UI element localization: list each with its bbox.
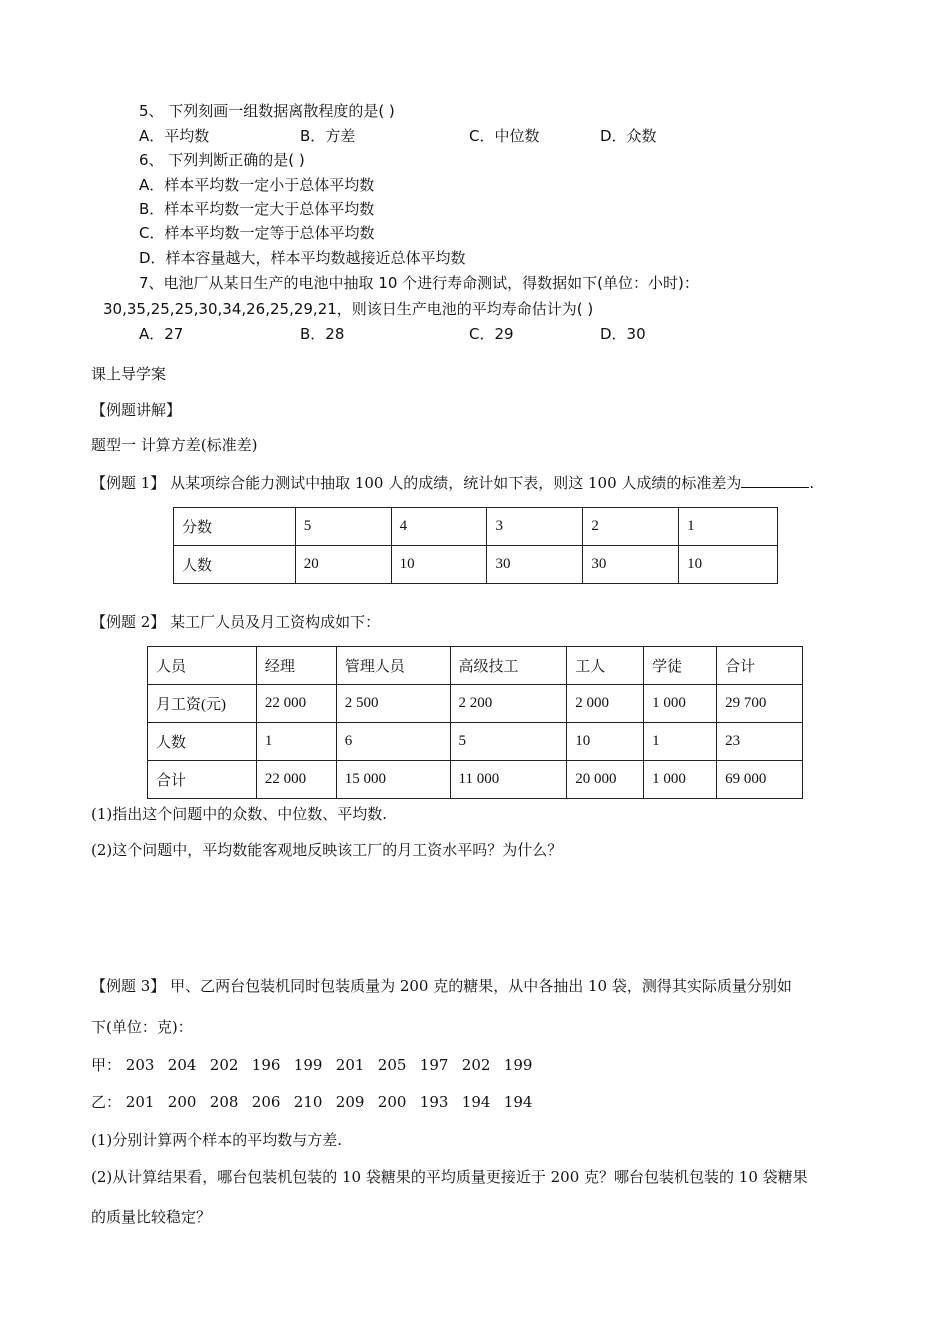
q5-stem: 5、 下列刻画一组数据离散程度的是( ) bbox=[139, 102, 395, 120]
jia-value: 205 bbox=[377, 1056, 407, 1074]
table-cell: 1 000 bbox=[644, 685, 717, 723]
example-3-question-2-line1: (2)从计算结果看，哪台包装机包装的 10 袋糖果的平均质量更接近于 200 克？哪台包装机包装的 10 袋糖果 bbox=[91, 1168, 808, 1186]
q7-option-d: D．30 bbox=[600, 325, 646, 343]
q6-stem: 6、 下列判断正确的是( ) bbox=[139, 151, 305, 169]
table-cell: 5 bbox=[295, 508, 391, 546]
table-cell: 2 000 bbox=[567, 685, 644, 723]
jia-value: 199 bbox=[293, 1056, 323, 1074]
example-1-text bbox=[91, 473, 814, 492]
table-row bbox=[174, 546, 778, 584]
q6-option-c: C．样本平均数一定等于总体平均数 bbox=[139, 224, 375, 242]
table-cell: 人数 bbox=[148, 723, 257, 761]
table-cell: 1 000 bbox=[644, 761, 717, 799]
yi-value: 210 bbox=[293, 1093, 323, 1111]
table-cell: 69 000 bbox=[717, 761, 803, 799]
jia-value: 197 bbox=[419, 1056, 449, 1074]
example-2-text bbox=[91, 613, 380, 631]
table-cell: 学徒 bbox=[644, 647, 717, 685]
example-2-question-2: (2)这个问题中，平均数能客观地反映该工厂的月工资水平吗？为什么？ bbox=[91, 841, 563, 859]
table-cell: 10 bbox=[679, 546, 778, 584]
table-cell: 工人 bbox=[567, 647, 644, 685]
jia-value: 201 bbox=[335, 1056, 365, 1074]
example-2-label: 【例题 2】 bbox=[91, 613, 166, 631]
table-row bbox=[148, 647, 803, 685]
jia-value: 204 bbox=[167, 1056, 197, 1074]
table-cell: 20 000 bbox=[567, 761, 644, 799]
q6-option-d: D．样本容量越大，样本平均数越接近总体平均数 bbox=[139, 249, 466, 267]
machine-jia-label: 甲： bbox=[91, 1056, 122, 1074]
q7-option-b: B．28 bbox=[300, 325, 345, 343]
table-cell: 11 000 bbox=[450, 761, 567, 799]
q7-stem-line2: 30,35,25,25,30,34,26,25,29,21，则该日生产电池的平均寿命估计为( ) bbox=[103, 300, 594, 318]
table-cell: 5 bbox=[450, 723, 567, 761]
machine-jia-row bbox=[91, 1056, 546, 1074]
jia-value: 199 bbox=[503, 1056, 533, 1074]
table-cell: 29 700 bbox=[717, 685, 803, 723]
example-3-question-2-line2: 的质量比较稳定？ bbox=[91, 1208, 212, 1226]
q5-option-d: D．众数 bbox=[600, 127, 657, 145]
q6-option-a: A．样本平均数一定小于总体平均数 bbox=[139, 176, 375, 194]
yi-value: 201 bbox=[125, 1093, 155, 1111]
q7-option-a: A．27 bbox=[139, 325, 184, 343]
table-cell: 30 bbox=[487, 546, 583, 584]
table-cell: 管理人员 bbox=[336, 647, 450, 685]
section-title: 课上导学案 bbox=[91, 365, 167, 383]
q5-option-a: A．平均数 bbox=[139, 127, 210, 145]
q6-option-b: B．样本平均数一定大于总体平均数 bbox=[139, 200, 375, 218]
q5-option-c: C．中位数 bbox=[469, 127, 540, 145]
example-1-tail: . bbox=[809, 474, 815, 492]
yi-value: 208 bbox=[209, 1093, 239, 1111]
yi-value: 206 bbox=[251, 1093, 281, 1111]
example-1-body: 从某项综合能力测试中抽取 100 人的成绩，统计如下表，则这 100 人成绩的标准差为 bbox=[165, 474, 742, 492]
answer-blank bbox=[741, 473, 809, 488]
table-cell: 20 bbox=[295, 546, 391, 584]
jia-value: 196 bbox=[251, 1056, 281, 1074]
example-3-text-line1 bbox=[91, 977, 792, 995]
table-cell: 10 bbox=[391, 546, 487, 584]
wage-table bbox=[147, 646, 803, 799]
examples-heading: 【例题讲解】 bbox=[91, 401, 182, 419]
jia-value: 203 bbox=[125, 1056, 155, 1074]
table-cell: 1 bbox=[679, 508, 778, 546]
machine-yi-label: 乙： bbox=[91, 1093, 122, 1111]
table-cell: 4 bbox=[391, 508, 487, 546]
table-cell: 合计 bbox=[717, 647, 803, 685]
table-cell: 高级技工 bbox=[450, 647, 567, 685]
table-cell: 人数 bbox=[174, 546, 296, 584]
table-cell: 2 200 bbox=[450, 685, 567, 723]
table-cell: 22 000 bbox=[256, 761, 336, 799]
table-cell: 1 bbox=[644, 723, 717, 761]
table-cell: 月工资(元) bbox=[148, 685, 257, 723]
jia-value: 202 bbox=[209, 1056, 239, 1074]
yi-value: 200 bbox=[377, 1093, 407, 1111]
table-cell: 23 bbox=[717, 723, 803, 761]
yi-value: 209 bbox=[335, 1093, 365, 1111]
table-cell: 人员 bbox=[148, 647, 257, 685]
table-row bbox=[148, 723, 803, 761]
table-cell: 3 bbox=[487, 508, 583, 546]
table-cell: 15 000 bbox=[336, 761, 450, 799]
yi-value: 194 bbox=[461, 1093, 491, 1111]
table-cell: 10 bbox=[567, 723, 644, 761]
type-heading: 题型一 计算方差(标准差) bbox=[91, 436, 258, 454]
jia-value: 202 bbox=[461, 1056, 491, 1074]
yi-value: 194 bbox=[503, 1093, 533, 1111]
example-3-text-line2: 下(单位：克)： bbox=[91, 1018, 193, 1036]
example-3-question-1: (1)分别计算两个样本的平均数与方差. bbox=[91, 1131, 343, 1149]
table-cell: 22 000 bbox=[256, 685, 336, 723]
table-cell: 分数 bbox=[174, 508, 296, 546]
q5-option-b: B．方差 bbox=[300, 127, 356, 145]
yi-value: 193 bbox=[419, 1093, 449, 1111]
example-3-body: 甲、乙两台包装机同时包装质量为 200 克的糖果，从中各抽出 10 袋，测得其实际质量分别如 bbox=[165, 977, 792, 995]
q7-stem-line1: 7、电池厂从某日生产的电池中抽取 10 个进行寿命测试，得数据如下(单位：小时)： bbox=[139, 274, 699, 292]
table-row bbox=[148, 685, 803, 723]
table-cell: 合计 bbox=[148, 761, 257, 799]
machine-yi-row bbox=[91, 1093, 546, 1111]
table-cell: 1 bbox=[256, 723, 336, 761]
yi-value: 200 bbox=[167, 1093, 197, 1111]
table-cell: 2 bbox=[583, 508, 679, 546]
example-2-question-1: (1)指出这个问题中的众数、中位数、平均数. bbox=[91, 805, 388, 823]
example-2-body: 某工厂人员及月工资构成如下： bbox=[165, 613, 381, 631]
table-cell: 30 bbox=[583, 546, 679, 584]
q7-option-c: C．29 bbox=[469, 325, 514, 343]
table-cell: 2 500 bbox=[336, 685, 450, 723]
table-cell: 6 bbox=[336, 723, 450, 761]
table-cell: 经理 bbox=[256, 647, 336, 685]
score-table bbox=[173, 507, 778, 584]
table-row bbox=[148, 761, 803, 799]
table-row bbox=[174, 508, 778, 546]
example-3-label: 【例题 3】 bbox=[91, 977, 166, 995]
example-1-label: 【例题 1】 bbox=[91, 474, 166, 492]
